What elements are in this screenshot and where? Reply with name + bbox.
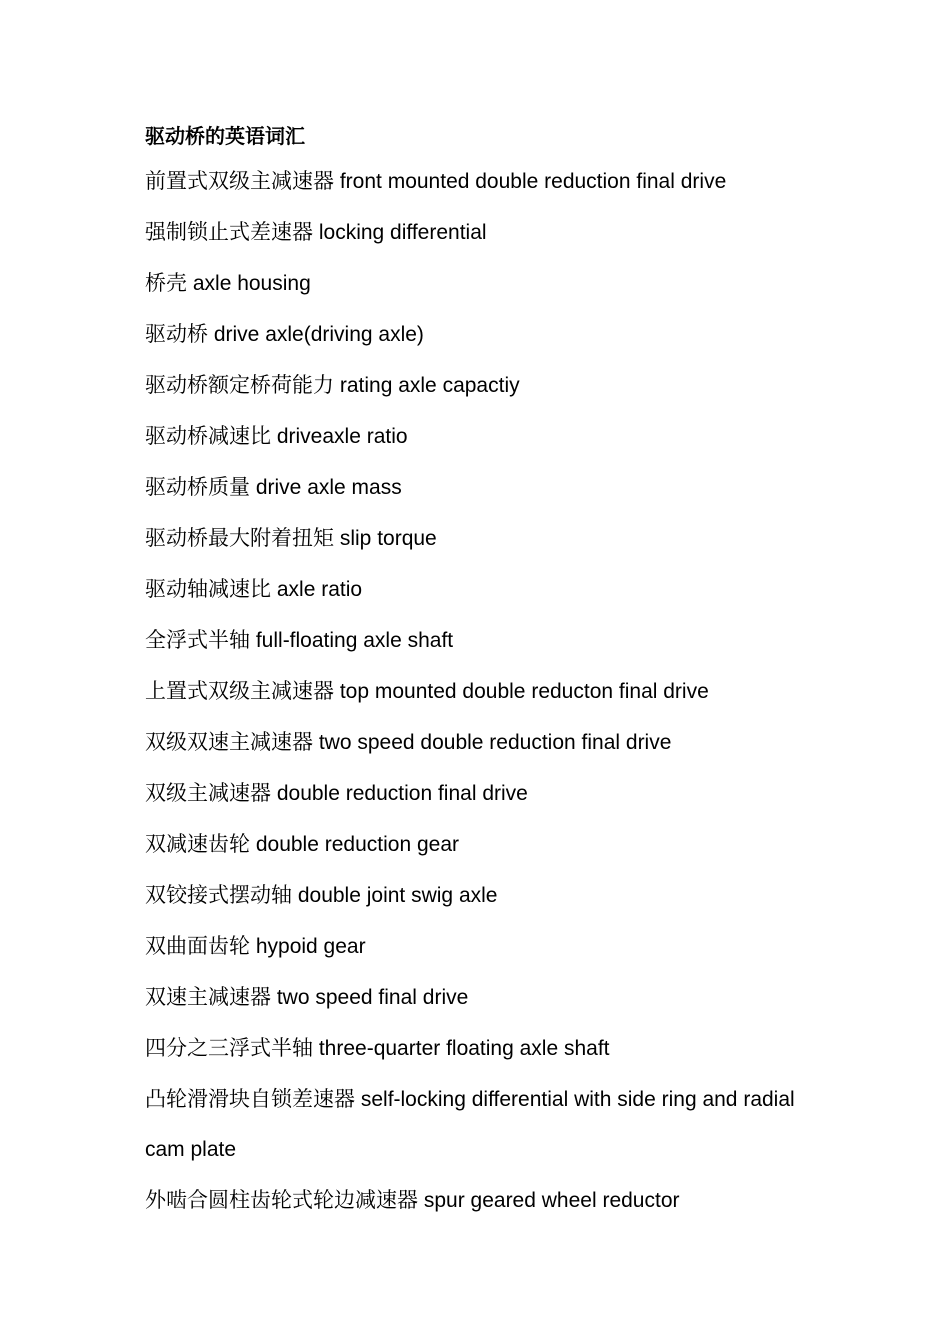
term-english: axle ratio bbox=[276, 578, 363, 601]
term-english: drive axle(driving axle) bbox=[213, 323, 424, 346]
vocab-entry bbox=[145, 309, 805, 360]
vocab-entry bbox=[145, 513, 805, 564]
vocab-entry bbox=[145, 972, 805, 1023]
term-chinese: 双级双速主减速器 bbox=[145, 730, 313, 754]
term-chinese: 四分之三浮式半轴 bbox=[145, 1036, 313, 1060]
term-chinese: 双减速齿轮 bbox=[145, 832, 250, 856]
term-chinese: 驱动桥额定桥荷能力 bbox=[145, 373, 334, 397]
term-chinese: 强制锁止式差速器 bbox=[145, 220, 313, 244]
term-english: driveaxle ratio bbox=[276, 425, 408, 448]
vocab-entry bbox=[145, 870, 805, 921]
term-english: axle housing bbox=[192, 272, 311, 295]
term-chinese: 凸轮滑滑块自锁差速器 bbox=[145, 1087, 355, 1111]
vocab-entry bbox=[145, 360, 805, 411]
vocab-entry bbox=[145, 462, 805, 513]
vocab-entry bbox=[145, 768, 805, 819]
term-english: two speed double reduction final drive bbox=[318, 731, 672, 754]
term-chinese: 上置式双级主减速器 bbox=[145, 679, 334, 703]
term-chinese: 前置式双级主减速器 bbox=[145, 169, 334, 193]
vocab-entry bbox=[145, 207, 805, 258]
vocab-entry bbox=[145, 411, 805, 462]
term-english: double joint swig axle bbox=[297, 884, 498, 907]
term-chinese: 外啮合圆柱齿轮式轮边减速器 bbox=[145, 1188, 418, 1212]
term-chinese: 全浮式半轴 bbox=[145, 628, 250, 652]
term-english: hypoid gear bbox=[255, 935, 366, 958]
term-english: spur geared wheel reductor bbox=[423, 1189, 680, 1212]
term-english: drive axle mass bbox=[255, 476, 402, 499]
term-english: rating axle capactiy bbox=[339, 374, 520, 397]
term-chinese: 桥壳 bbox=[145, 271, 187, 295]
term-english: slip torque bbox=[339, 527, 437, 550]
vocab-entry bbox=[145, 258, 805, 309]
document-page bbox=[145, 120, 805, 1226]
term-english: self-locking differential with side ring and radial cam plate bbox=[145, 1088, 795, 1161]
term-chinese: 双铰接式摆动轴 bbox=[145, 883, 292, 907]
term-english: full-floating axle shaft bbox=[255, 629, 454, 652]
term-english: three-quarter floating axle shaft bbox=[318, 1037, 610, 1060]
vocab-entry bbox=[145, 156, 805, 207]
term-chinese: 双速主减速器 bbox=[145, 985, 271, 1009]
term-chinese: 双级主减速器 bbox=[145, 781, 271, 805]
vocab-entry bbox=[145, 1023, 805, 1074]
term-english: front mounted double reduction final drive bbox=[339, 170, 727, 193]
term-chinese: 驱动桥最大附着扭矩 bbox=[145, 526, 334, 550]
vocab-entry bbox=[145, 666, 805, 717]
term-english: top mounted double reducton final drive bbox=[339, 680, 709, 703]
vocab-entry bbox=[145, 564, 805, 615]
term-english: double reduction gear bbox=[255, 833, 459, 856]
term-english: locking differential bbox=[318, 221, 487, 244]
vocab-entry bbox=[145, 615, 805, 666]
term-chinese: 驱动桥减速比 bbox=[145, 424, 271, 448]
vocab-entry bbox=[145, 1175, 805, 1226]
term-chinese: 驱动轴减速比 bbox=[145, 577, 271, 601]
term-english: two speed final drive bbox=[276, 986, 469, 1009]
term-chinese: 驱动桥质量 bbox=[145, 475, 250, 499]
vocab-entry bbox=[145, 1074, 805, 1175]
vocab-entry bbox=[145, 819, 805, 870]
vocab-entry bbox=[145, 921, 805, 972]
term-chinese: 驱动桥 bbox=[145, 322, 208, 346]
term-english: double reduction final drive bbox=[276, 782, 528, 805]
term-chinese: 双曲面齿轮 bbox=[145, 934, 250, 958]
document-title: 驱动桥的英语词汇 bbox=[145, 124, 305, 148]
vocab-entry bbox=[145, 717, 805, 768]
